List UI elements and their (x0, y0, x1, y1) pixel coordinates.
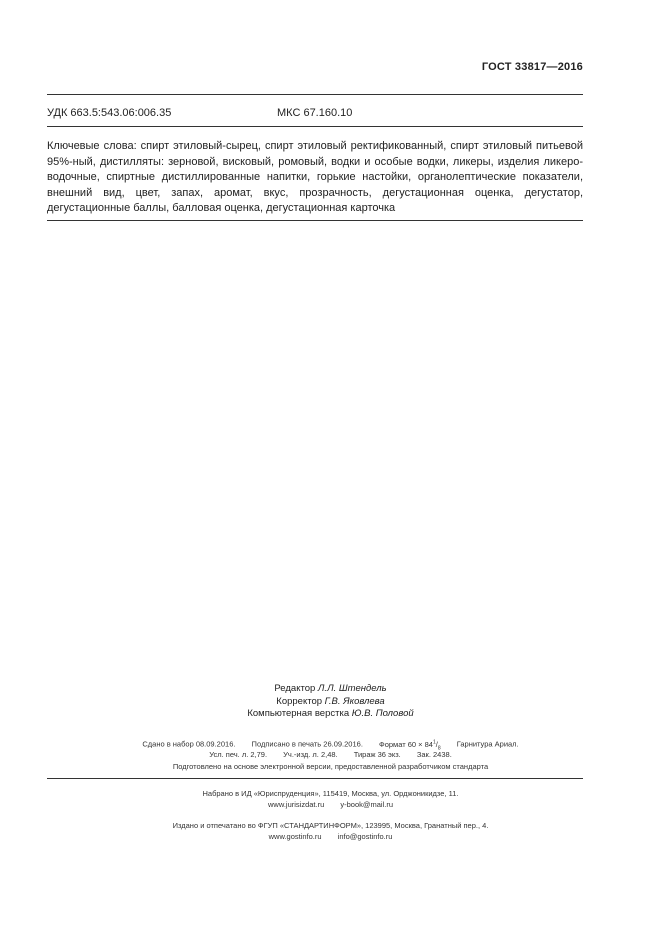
corrector-role: Корректор (276, 696, 323, 707)
printed-email-link[interactable]: info@gostinfo.ru (337, 832, 393, 841)
format-info: Формат $60 \times 84^1/_8$ (379, 739, 441, 751)
uch-izd: Уч.-изд. л. 2,48. (283, 750, 338, 759)
keywords-paragraph: Ключевые слова: спирт этиловый-сырец, спирт этиловый ректификованный, спирт этиловый питьевой 95%-ный, дистилляты: зерновой, висковый, ромовый, водки и особые водки, ликеры, изделия ликеро-водочные, спиртные дистиллированные напитки, горькие настойки, органолептические показатели, внешний вид, цвет, запах, аромат, вкус, прозрачность, дегустационная оценка, дегустатор, дегустационные баллы, балловая оценка, дегустационная карточка (47, 140, 583, 214)
standard-number: ГОСТ 33817—2016 (481, 61, 583, 73)
submitted-date: Сдано в набор 08.09.2016. (142, 739, 236, 749)
prepared-note: Подготовлено на основе электронной версии, предоставленной разработчиком стандарта (172, 762, 489, 771)
classification-rule (47, 126, 583, 127)
order-number: Зак. 2438. (416, 750, 452, 759)
tirazh: Тираж 36 экз. (353, 750, 401, 759)
typeset-info: Набрано в ИД «Юриспруденция», 115419, Москва, ул. Орджоникидзе, 11. (202, 789, 459, 798)
typeset-email-link[interactable]: y-book@mail.ru (340, 800, 393, 809)
layout-line (0, 707, 661, 720)
footer-rule (47, 778, 583, 779)
layout-role: Компьютерная верстка (247, 708, 350, 719)
typeset-contacts (0, 798, 661, 811)
printed-info: Издано и отпечатано во ФГУП «СТАНДАРТИНФОРМ», 123995, Москва, Гранатный пер., 4. (172, 821, 489, 830)
udk-code: УДК 663.5:543.06:006.35 (47, 107, 172, 119)
printed-site-link[interactable]: www.gostinfo.ru (268, 832, 322, 841)
layout-name: Ю.В. Половой (351, 708, 414, 719)
typeface-info: Гарнитура Ариал. (456, 739, 519, 749)
corrector-name: Г.В. Яковлева (324, 696, 385, 707)
editor-role: Редактор (274, 683, 316, 694)
header-rule (47, 94, 583, 95)
typeset-site-link[interactable]: www.jurisizdat.ru (268, 800, 325, 809)
keywords-rule (47, 220, 583, 221)
usl-pech: Усл. печ. л. 2,79. (209, 750, 268, 759)
editor-name: Л.Л. Штендель (317, 683, 387, 694)
mks-code: МКС 67.160.10 (277, 107, 353, 119)
printed-contacts (0, 830, 661, 843)
signed-date: Подписано в печать 26.09.2016. (251, 739, 363, 749)
editor-line (0, 682, 661, 695)
